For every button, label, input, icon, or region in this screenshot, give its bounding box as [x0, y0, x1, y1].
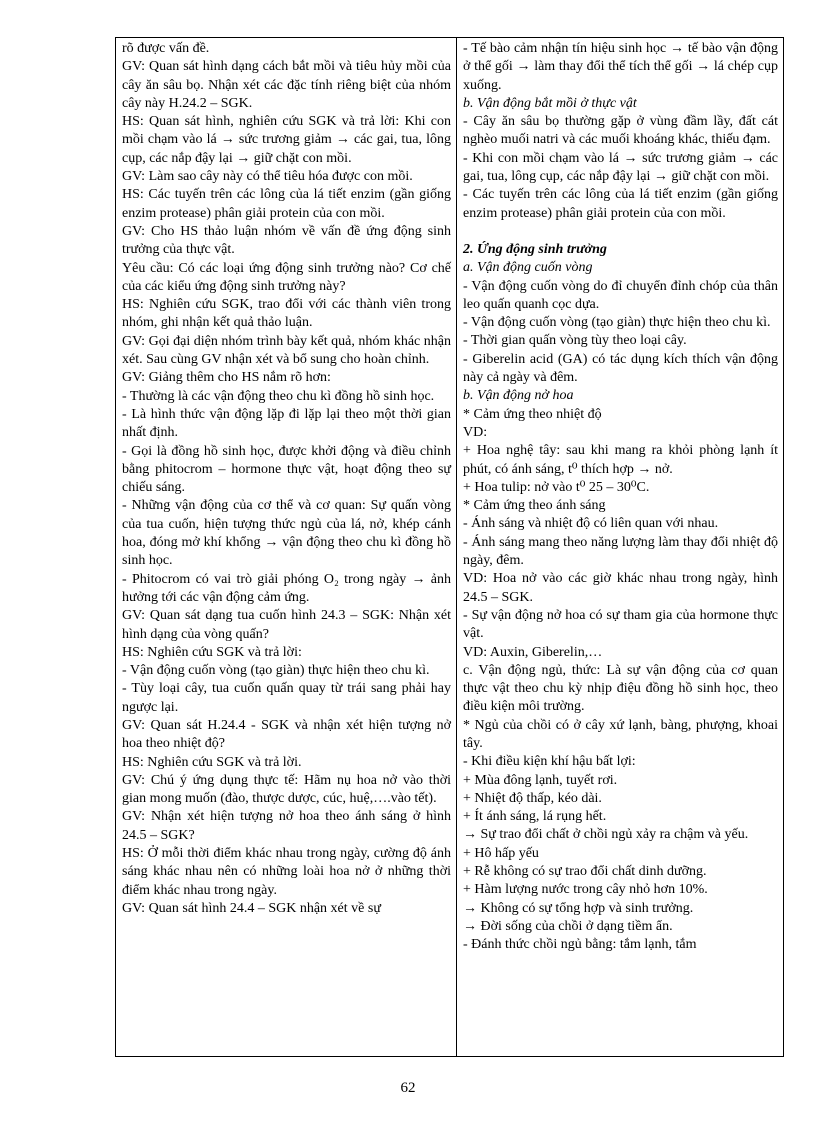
paragraph: rõ được vấn đề. [122, 41, 210, 56]
paragraph: - Ánh sáng mang theo năng lượng làm thay đổi nhiệt độ ngày, đêm. [463, 534, 778, 569]
paragraph: + Rễ không có sự trao đổi chất dinh dưỡng. [463, 864, 707, 880]
paragraph: VD: [463, 424, 488, 440]
paragraph: c. Vận động ngủ, thức: Là sự vận động của cơ quan thực vật theo chu kỳ nhịp điệu đồng hồ sinh học, theo điều kiện môi trường. [463, 662, 778, 715]
paragraph: - Những vận động của cơ thể và cơ quan: Sự quấn vòng của tua cuốn, hiện tượng thức ngủ của lá, nở, khép cánh hoa, đóng mở khí khổng → vận động theo chu kì đồng hồ sinh học. [122, 498, 451, 569]
subheading: a. Vận động cuốn vòng [463, 260, 593, 276]
paragraph: → Đời sống của chồi ở dạng tiềm ẩn. [463, 918, 673, 934]
paragraph: - Khi con mồi chạm vào lá → sức trương giảm → các gai, tua, lông cụp, các nắp đậy lại → giữ chặt con mồi. [463, 150, 778, 185]
paragraph: - Gọi là đồng hồ sinh học, được khởi động và điều chỉnh bằng phitocrom – hormone thực vật, hoạt động theo sự chiếu sáng. [122, 443, 451, 496]
content-column [457, 38, 783, 1056]
paragraph: + Hô hấp yếu [463, 845, 539, 861]
subheading: b. Vận động nở hoa [463, 388, 574, 404]
subheading: b. Vận động bắt mồi ở thực vật [463, 95, 637, 111]
paragraph: - Đánh thức chồi ngủ bằng: tắm lạnh, tắm [463, 937, 697, 953]
teacher-student-activities-column [116, 38, 457, 1056]
paragraph: GV: Nhận xét hiện tượng nở hoa theo ánh sáng ở hình 24.5 – SGK? [122, 809, 451, 843]
paragraph: HS: Nghiên cứu SGK và trả lời. [122, 754, 302, 770]
paragraph: GV: Cho HS thảo luận nhóm về vấn đề ứng động sinh trưởng của thực vật. [122, 223, 451, 258]
page-number: 62 [400, 1080, 416, 1096]
paragraph: HS: Nghiên cứu SGK, trao đổi với các thành viên trong nhóm, ghi nhận kết quả thảo luận. [122, 297, 451, 331]
paragraph: + Mùa đông lạnh, tuyết rơi. [463, 772, 618, 788]
paragraph: GV: Gọi đại diện nhóm trình bày kết quả, nhóm khác nhận xét. Sau cùng GV nhận xét và bổ sung cho hoàn chỉnh. [122, 333, 451, 368]
paragraph: - Thường là các vận động theo chu kì đồng hồ sinh học. [122, 388, 435, 404]
paragraph: HS: Các tuyến trên các lông của lá tiết enzim (gần giống enzim protease) phân giải protein của con mồi. [122, 187, 451, 221]
paragraph: GV: Quan sát hình 24.4 – SGK nhận xét về sự [122, 900, 381, 916]
paragraph: - Tế bào cảm nhận tín hiệu sinh học → tế bào vận động ở thể gối → làm thay đổi thể tích thể gối → lá chép cụp xuống. [463, 41, 778, 93]
paragraph: - Sự vận động nở hoa có sự tham gia của hormone thực vật. [463, 607, 778, 642]
paragraph: - Phitocrom có vai trò giải phóng O₂ trong ngày → ảnh hưởng tới các vận động cảm ứng. [122, 571, 451, 605]
paragraph: GV: Giảng thêm cho HS nắm rõ hơn: [122, 370, 331, 386]
paragraph: + Ít ánh sáng, lá rụng hết. [463, 809, 607, 825]
paragraph: GV: Quan sát dạng tua cuốn hình 24.3 – SGK: Nhận xét hình dạng của vòng quấn? [122, 608, 451, 642]
paragraph: - Vận động cuốn vòng (tạo giàn) thực hiện theo chu kì. [463, 315, 771, 331]
paragraph: - Ánh sáng và nhiệt độ có liên quan với nhau. [463, 516, 719, 532]
paragraph: * Cảm ứng theo ánh sáng [463, 498, 606, 514]
paragraph: - Vận động cuốn vòng (tạo giàn) thực hiện theo chu kì. [122, 663, 430, 679]
paragraph: + Hoa tulip: nở vào t⁰ 25 – 30⁰C. [463, 479, 650, 495]
paragraph: GV: Làm sao cây này có thể tiêu hóa được con mồi. [122, 169, 413, 185]
paragraph: HS: Quan sát hình, nghiên cứu SGK và trả lời: Khi con mồi chạm vào lá → sức trương giảm → các gai, tua, lông cụp, các nắp đậy lại → giữ chặt con mồi. [122, 114, 451, 166]
paragraph: GV: Chú ý ứng dụng thực tế: Hãm nụ hoa nở vào thời gian mong muốn (đào, thược dược, cúc, huệ,….vào tết). [122, 772, 451, 807]
paragraph: - Cây ăn sâu bọ thường gặp ở vùng đầm lầy, đất cát nghèo muối natri và các muối khoáng khác, thiếu đạm. [463, 114, 778, 148]
paragraph: VD: Hoa nở vào các giờ khác nhau trong ngày, hình 24.5 – SGK. [463, 571, 778, 605]
paragraph: - Các tuyến trên các lông của lá tiết enzim (gần giống enzim protease) phân giải protein của con mồi. [463, 187, 778, 221]
paragraph: + Hoa nghệ tây: sau khi mang ra khỏi phòng lạnh ít phút, có ánh sáng, t⁰ thích hợp → nở. [463, 443, 778, 477]
paragraph: * Cảm ứng theo nhiệt độ [463, 406, 602, 422]
paragraph: HS: Nghiên cứu SGK và trả lời: [122, 644, 302, 660]
paragraph: - Khi điều kiện khí hậu bất lợi: [463, 754, 636, 770]
paragraph: + Nhiệt độ thấp, kéo dài. [463, 790, 602, 806]
paragraph: - Là hình thức vận động lặp đi lặp lại theo một thời gian nhất định. [122, 406, 451, 441]
paragraph: - Vận động cuốn vòng do đỉ chuyển đỉnh chóp của thân leo quấn quanh cọc dựa. [463, 278, 778, 312]
paragraph: Yêu cầu: Có các loại ứng động sinh trưởng nào? Cơ chế của các kiểu ứng động sinh trưởng này? [122, 260, 451, 294]
paragraph: * Ngủ của chồi có ở cây xứ lạnh, bàng, phượng, khoai tây. [463, 717, 778, 751]
paragraph: - Tùy loại cây, tua cuốn quấn quay từ trái sang phải hay ngược lại. [122, 681, 451, 715]
section-heading: 2. Ứng động sinh trưởng [463, 241, 607, 257]
paragraph: + Hàm lượng nước trong cây nhỏ hơn 10%. [463, 882, 708, 898]
paragraph: HS: Ở mỗi thời điểm khác nhau trong ngày, cường độ ánh sáng khác nhau nên có những loài hoa nở ở những thời điểm khác nhau trong ngày. [122, 846, 451, 898]
paragraph: VD: Auxin, Giberelin,… [463, 644, 603, 660]
paragraph: → Không có sự tổng hợp và sinh trưởng. [463, 900, 694, 916]
lesson-table [115, 37, 784, 1057]
paragraph: - Giberelin acid (GA) có tác dụng kích thích vận động này cả ngày và đêm. [463, 351, 778, 386]
paragraph: - Thời gian quấn vòng tùy theo loại cây. [463, 333, 687, 349]
paragraph: → Sự trao đổi chất ở chồi ngủ xảy ra chậm và yếu. [463, 827, 749, 843]
paragraph: GV: Quan sát hình dạng cách bắt mồi và tiêu hủy mồi của cây ăn sâu bọ. Nhận xét các đặc tính riêng biệt của nhóm cây này H.24.2 – SGK. [122, 59, 451, 111]
paragraph: GV: Quan sát H.24.4 - SGK và nhận xét hiện tượng nở hoa theo nhiệt độ? [122, 717, 451, 752]
